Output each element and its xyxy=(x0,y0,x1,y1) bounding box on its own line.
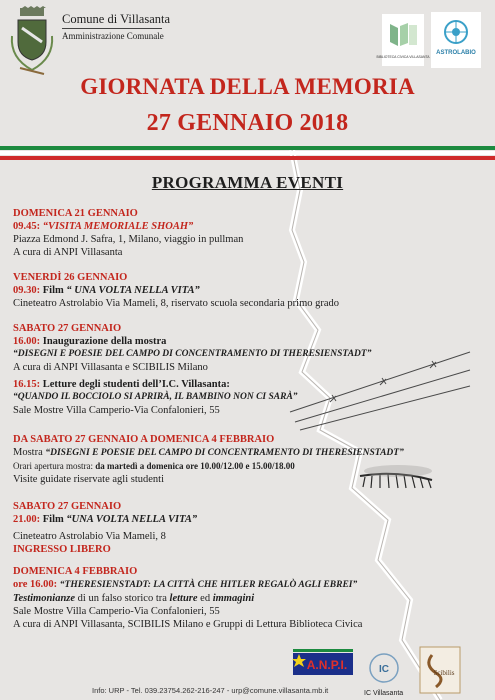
page-date: 27 GENNAIO 2018 xyxy=(146,110,349,136)
event-headline: “THERESIENSTADT: LA CITTÀ CHE HITLER REGALÒ AGLI EBREI” xyxy=(59,580,358,590)
event-organizer: A cura di ANPI Villasanta xyxy=(13,247,123,258)
svg-text:BIBLIOTECA CIVICA VILLASANTA: BIBLIOTECA CIVICA VILLASANTA xyxy=(376,55,430,59)
event-4 xyxy=(13,433,443,486)
anpi-logo xyxy=(293,649,353,675)
event-time: 09.30: xyxy=(13,285,41,296)
event-time: 16.00: xyxy=(13,336,41,347)
event-date: VENERDÌ 26 GENNAIO xyxy=(13,272,128,283)
event-time: 21.00: xyxy=(13,514,41,525)
contact-info: Info: URP - Tel. 039.23754.262-216-247 - urp@comune.villasanta.mb.it xyxy=(92,686,329,695)
event-6 xyxy=(13,565,443,631)
event-testimony: Testimonianze di un falso storico tra letture ed immagini xyxy=(13,593,255,604)
ic-villasanta-logo xyxy=(364,650,404,692)
event-headline: “ UNA VOLTA NELLA VITA” xyxy=(66,285,200,296)
event-date: DA SABATO 27 GENNAIO A DOMENICA 4 FEBBRAIO xyxy=(13,434,275,445)
event-3 xyxy=(13,322,443,417)
exhibit-title: “DISEGNI E POESIE DEL CAMPO DI CONCENTRAMENTO DI THERESIENSTADT” xyxy=(13,349,372,359)
free-entry-label: INGRESSO LIBERO xyxy=(13,544,111,555)
opening-hours: da martedì a domenica ore 10.00/12.00 e 15.00/18.00 xyxy=(95,461,295,471)
event-time: ore 16.00: xyxy=(13,579,58,590)
astrolabio-logo xyxy=(431,12,481,68)
event-organizer: A cura di ANPI Villasanta, SCIBILIS Milano e Gruppi di Lettura Biblioteca Civica xyxy=(13,619,363,630)
event-headline-2: Letture degli studenti dell’I.C. Villasanta: xyxy=(42,379,230,390)
event-venue: Sale Mostre Villa Camperio-Via Confalonieri, 55 xyxy=(13,606,220,617)
svg-text:ASTROLABIO: ASTROLABIO xyxy=(436,50,476,56)
italian-flag-stripes xyxy=(0,146,495,160)
amministrazione-label: Amministrazione Comunale xyxy=(62,31,164,41)
event-venue: Sale Mostre Villa Camperio-Via Confalonieri, 55 xyxy=(13,405,220,416)
event-date: SABATO 27 GENNAIO xyxy=(13,323,122,334)
event-organizer: A cura di ANPI Villasanta e SCIBILIS Milano xyxy=(13,362,208,373)
event-time: 09.45: xyxy=(13,221,41,232)
event-headline: “VISITA MEMORIALE SHOAH” xyxy=(42,221,194,232)
biblioteca-logo xyxy=(376,14,430,66)
event-1 xyxy=(13,207,443,259)
event-location: Cineteatro Astrolabio Via Mameli, 8 xyxy=(13,531,166,542)
svg-text:A.N.P.I.: A.N.P.I. xyxy=(306,658,348,672)
scibilis-logo xyxy=(420,647,460,693)
event-2 xyxy=(13,271,443,310)
ic-label: IC Villasanta xyxy=(364,690,404,697)
event-date: DOMENICA 4 FEBBRAIO xyxy=(13,566,138,577)
event-time-2: 16.15: xyxy=(13,379,41,390)
event-date: SABATO 27 GENNAIO xyxy=(13,501,122,512)
event-location: Cineteatro Astrolabio Via Mameli, 8, riservato scuola secondaria primo grado xyxy=(13,298,340,309)
header-divider xyxy=(62,28,162,29)
event-prefix: Film xyxy=(42,285,64,296)
page-title: GIORNATA DELLA MEMORIA xyxy=(80,74,415,99)
event-headline: “UNA VOLTA NELLA VITA” xyxy=(66,514,198,525)
event-location: Piazza Edmond J. Safra, 1, Milano, viaggio in pullman xyxy=(13,234,244,245)
svg-text:Scibilis: Scibilis xyxy=(433,669,455,677)
mostra-prefix: Mostra xyxy=(13,447,43,458)
event-date: DOMENICA 21 GENNAIO xyxy=(13,208,138,219)
reading-quote: “QUANDO IL BOCCIOLO SI APRIRÀ, IL BAMBINO NON CI SARÀ” xyxy=(13,392,298,402)
coat-of-arms-icon xyxy=(10,6,54,78)
svg-text:IC: IC xyxy=(379,664,389,675)
event-prefix: Film xyxy=(42,514,64,525)
event-headline: Inaugurazione della mostra xyxy=(42,336,167,347)
program-heading: PROGRAMMA EVENTI xyxy=(151,173,344,192)
hours-label: Orari apertura mostra: xyxy=(13,461,93,471)
comune-name: Comune di Villasanta xyxy=(62,12,171,26)
event-note: Visite guidate riservate agli studenti xyxy=(13,474,164,485)
exhibit-title: “DISEGNI E POESIE DEL CAMPO DI CONCENTRAMENTO DI THERESIENSTADT” xyxy=(45,448,404,458)
event-5 xyxy=(13,500,443,556)
